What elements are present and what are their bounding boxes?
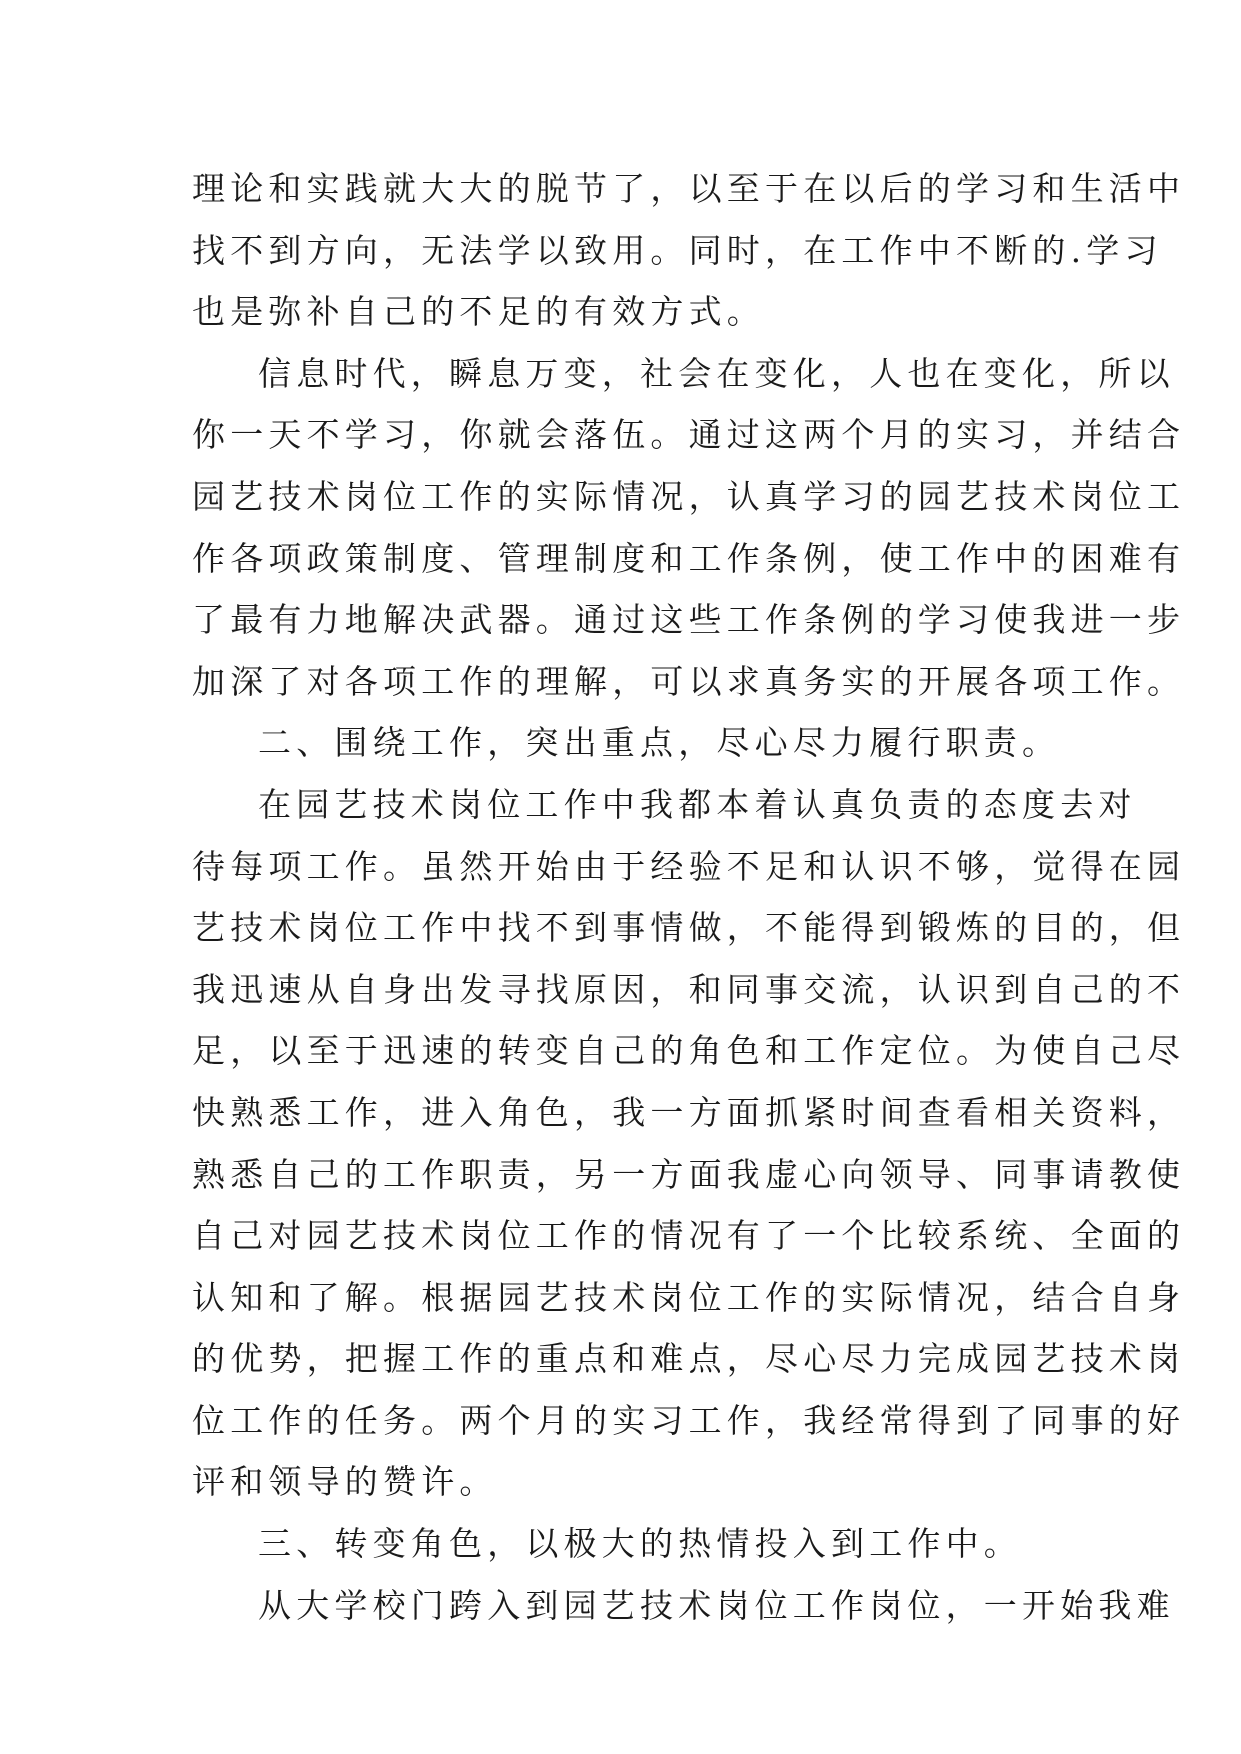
- text-line: 加深了对各项工作的理解，可以求真务实的开展各项工作。: [192, 661, 1186, 701]
- section-heading: 二、围绕工作，突出重点，尽心尽力履行职责。: [258, 723, 1061, 763]
- text-line: 理论和实践就大大的脱节了，以至于在以后的学习和生活中: [192, 169, 1186, 208]
- text-line: 了最有力地解决武器。通过这些工作条例的学习使我进一步: [192, 600, 1186, 640]
- text-line: 待每项工作。虽然开始由于经验不足和认识不够，觉得在园: [192, 846, 1186, 886]
- text-line: 艺技术岗位工作中找不到事情做，不能得到锻炼的目的，但: [192, 908, 1186, 948]
- text-line: 位工作的任务。两个月的实习工作，我经常得到了同事的好: [192, 1400, 1186, 1440]
- text-line: 从大学校门跨入到园艺技术岗位工作岗位，一开始我难: [258, 1585, 1175, 1625]
- section-heading: 三、转变角色，以极大的热情投入到工作中。: [258, 1524, 1022, 1564]
- text-line: 认知和了解。根据园艺技术岗位工作的实际情况，结合自身: [192, 1277, 1186, 1317]
- document-body: [192, 158, 1186, 1636]
- text-line: 找不到方向，无法学以致用。同时，在工作中不断的.学习: [192, 230, 1163, 270]
- text-line: 在园艺技术岗位工作中我都本着认真负责的态度去对: [258, 784, 1137, 824]
- text-line: 园艺技术岗位工作的实际情况，认真学习的园艺技术岗位工: [192, 476, 1186, 516]
- text-line: 的优势，把握工作的重点和难点，尽心尽力完成园艺技术岗: [192, 1339, 1186, 1379]
- text-line: 熟悉自己的工作职责，另一方面我虚心向领导、同事请教使: [192, 1154, 1186, 1194]
- text-line: 你一天不学习，你就会落伍。通过这两个月的实习，并结合: [192, 415, 1186, 455]
- text-line: 足，以至于迅速的转变自己的角色和工作定位。为使自己尽: [192, 1031, 1186, 1071]
- text-line: 作各项政策制度、管理制度和工作条例，使工作中的困难有: [192, 538, 1186, 578]
- text-line: 我迅速从自身出发寻找原因，和同事交流，认识到自己的不: [192, 969, 1186, 1009]
- text-line: 快熟悉工作，进入角色，我一方面抓紧时间查看相关资料，: [192, 1092, 1186, 1132]
- text-line: 评和领导的赞许。: [192, 1462, 498, 1502]
- text-line: 也是弥补自己的不足的有效方式。: [192, 292, 765, 332]
- text-line: 自己对园艺技术岗位工作的情况有了一个比较系统、全面的: [192, 1216, 1186, 1256]
- text-line: 信息时代，瞬息万变，社会在变化，人也在变化，所以: [258, 353, 1175, 393]
